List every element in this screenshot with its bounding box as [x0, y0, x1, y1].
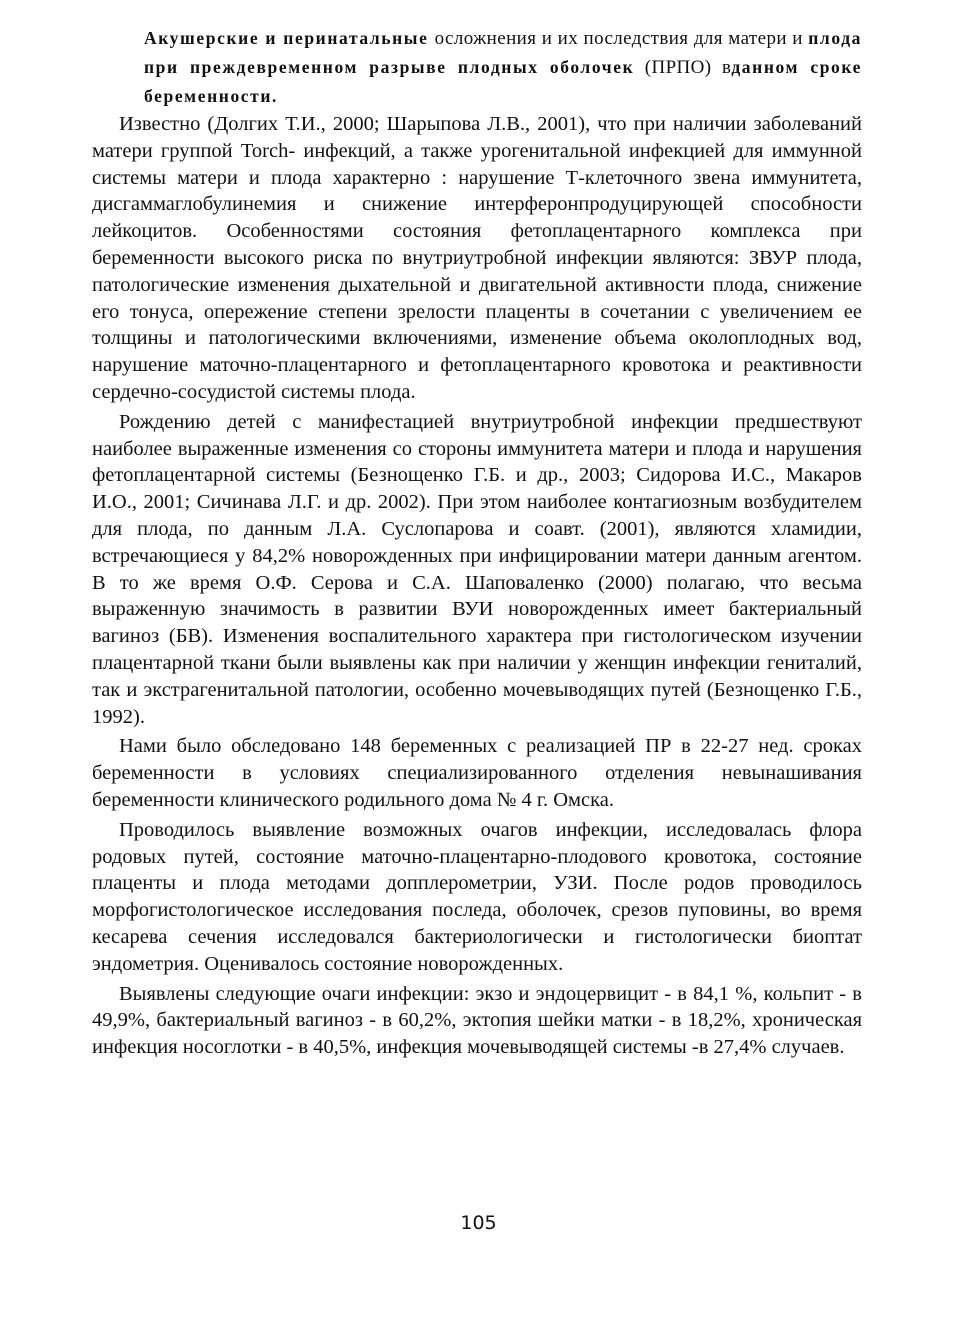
- paragraph-known-data: Известно (Долгих Т.И., 2000; Шарыпова Л.В., 2001), что при наличии заболеваний матери группой Torch- инфекций, а также урогенитальной инфекцией для иммунной системы матери и плода характерно : нарушение Т-клеточного звена иммунитета, дисгаммаглобулинемия и снижение интерферонпродуцирующей способности лейкоцитов. Особенностями состояния фетоплацентарного комплекса при беременности высокого риска по внутриутробной инфекции являются: ЗВУР плода, патологические изменения дыхательной и двигательной активности плода, снижение его тонуса, опережение степени зрелости плаценты в сочетании с увеличением ее толщины и патологическими включениями, изменение объема околоплодных вод, нарушение маточно-плацентарного и фетоплацентарного кровотока и реактивности сердечно-сосудистой системы плода.: [92, 113, 862, 403]
- paragraph-methods: Проводилось выявление возможных очагов инфекции, исследовалась флора родовых путей, состояние маточно-плацентарно-плодового кровотока, состояние плаценты и плода методами допплерометрии, УЗИ. После родов проводилось морфогистологическое исследования последа, оболочек, срезов пуповины, во время кесарева сечения исследовался бактериологически и гистологически биоптат эндометрия. Оценивалось состояние новорожденных.: [92, 818, 862, 975]
- paragraph-birth-infection: Рождению детей с манифестацией внутриутробной инфекции предшествуют наиболее выраженные изменения со стороны иммунитета матери и плода и нарушения фетоплацентарной системы (Безнощенко Г.Б. и др., 2003; Сидорова И.С., Макаров И.О., 2001; Сичинава Л.Г. и др. 2002). При этом наиболее контагиозным возбудителем для плода, по данным Л.А. Суслопарова и соавт. (2001), являются хламидии, встречающиеся у 84,2% новорожденных при инфицировании матери данным агентом. В то же время О.Ф. Серова и С.А. Шаповаленко (2000) полагаю, что весьма выраженную значимость в развитии ВУИ новорожденных имеет бактериальный вагиноз (БВ). Изменения воспалительного характера при гистологическом изучении плацентарной ткани были выявлены как при наличии у женщин инфекции гениталий, так и экстрагенитальной патологии, особенно мочевыводящих путей (Безнощенко Г.Б., 1992).: [92, 410, 862, 728]
- heading-part-1: Акушерские и: [144, 28, 278, 48]
- heading-part-3: осложнения и их последствия для матери и: [434, 28, 809, 49]
- document-page: [92, 24, 862, 1061]
- section-heading: [144, 24, 862, 111]
- heading-part-5: (ПРПО) в: [634, 57, 732, 78]
- heading-part-4: плода при преждевременном разрыве плодных оболочек: [144, 28, 862, 77]
- page-number: 105: [460, 1212, 497, 1234]
- heading-part-6: данном сроке беременности.: [144, 57, 862, 106]
- paragraph-results: Выявлены следующие очаги инфекции: экзо и эндоцервицит - в 84,1 %, кольпит - в 49,9%, бактериальный вагиноз - в 60,2%, эктопия шейки матки - в 18,2%, хроническая инфекция носоглотки - в 40,5%, инфекция мочевыводящей системы -в 27,4% случаев.: [92, 982, 862, 1059]
- paragraph-study-group: Нами было обследовано 148 беременных с реализацией ПР в 22-27 нед. сроках беременности в условиях специализированного отделения невынашивания беременности клинического родильного дома № 4 г. Омска.: [92, 735, 862, 811]
- heading-part-2: перинатальные: [277, 28, 435, 48]
